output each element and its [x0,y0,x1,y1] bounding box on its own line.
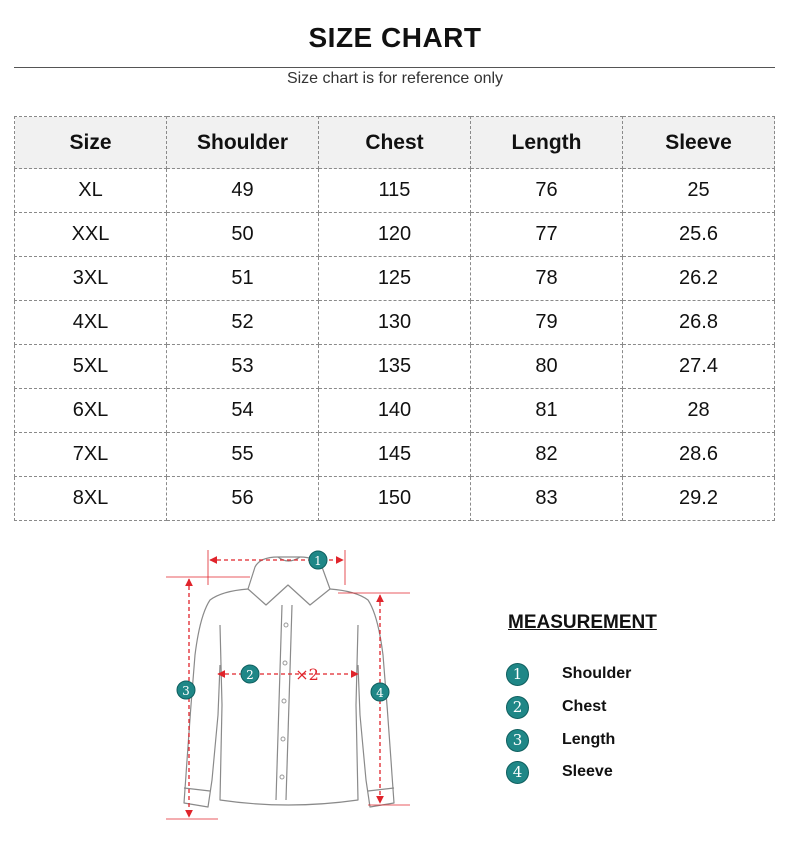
cell-chest: 125 [319,257,471,301]
legend-item-chest [506,695,606,719]
cell-chest: 140 [319,389,471,433]
cell-size: 3XL [15,257,167,301]
column-header-length: Length [471,117,623,169]
marker-2 [241,665,259,683]
cell-size: 5XL [15,345,167,389]
cell-sleeve: 28 [623,389,775,433]
cell-chest: 120 [319,213,471,257]
cell-size: 8XL [15,477,167,521]
cell-sleeve: 26.8 [623,301,775,345]
table-row [15,477,775,521]
legend-item-length [506,728,615,752]
legend-label: Length [562,731,616,748]
cell-chest: 135 [319,345,471,389]
cell-length: 79 [471,301,623,345]
column-header-shoulder: Shoulder [167,117,319,169]
cell-chest: 130 [319,301,471,345]
legend-label: Chest [562,698,607,715]
table-header-row [15,117,775,169]
page-title: SIZE CHART [308,22,482,53]
cell-chest: 150 [319,477,471,521]
cell-sleeve: 26.2 [623,257,775,301]
legend-badge: 1 [506,663,529,686]
cell-shoulder: 50 [167,213,319,257]
legend-item-sleeve [506,760,613,784]
svg-text:1: 1 [314,554,322,568]
table-row [15,257,775,301]
cell-chest: 115 [319,169,471,213]
cell-chest: 145 [319,433,471,477]
cell-length: 81 [471,389,623,433]
cell-shoulder: 53 [167,345,319,389]
legend-label: Shoulder [562,665,632,682]
measurement-lines [166,550,410,819]
cell-shoulder: 51 [167,257,319,301]
cell-length: 83 [471,477,623,521]
cell-length: 78 [471,257,623,301]
column-header-chest: Chest [319,117,471,169]
size-chart-table [14,116,775,521]
cell-shoulder: 54 [167,389,319,433]
cell-length: 76 [471,169,623,213]
cell-length: 82 [471,433,623,477]
column-header-size: Size [15,117,167,169]
legend-item-shoulder [506,662,631,686]
legend-label: Sleeve [562,763,613,780]
cell-shoulder: 55 [167,433,319,477]
shirt-outline [184,557,394,807]
table-row [15,345,775,389]
cell-length: 80 [471,345,623,389]
cell-sleeve: 25 [623,169,775,213]
title-divider [14,67,775,68]
legend-badge: 2 [506,696,529,719]
svg-text:3: 3 [182,684,190,698]
legend-badge: 3 [506,729,529,752]
marker-4 [371,683,389,701]
cell-sleeve: 25.6 [623,213,775,257]
chest-multiplier: ×2 [295,665,319,684]
table-row [15,169,775,213]
marker-3 [177,681,195,699]
cell-size: XL [15,169,167,213]
cell-shoulder: 56 [167,477,319,521]
table-row [15,433,775,477]
cell-size: 7XL [15,433,167,477]
cell-sleeve: 27.4 [623,345,775,389]
table-row [15,301,775,345]
cell-size: 6XL [15,389,167,433]
marker-1 [309,551,327,569]
table-row [15,389,775,433]
measurement-title: MEASUREMENT [508,612,657,633]
cell-sleeve: 28.6 [623,433,775,477]
svg-text:2: 2 [246,668,254,682]
svg-text:4: 4 [376,686,384,700]
cell-size: XXL [15,213,167,257]
table-row [15,213,775,257]
shirt-measurement-diagram [160,545,420,835]
legend-badge: 4 [506,761,529,784]
cell-size: 4XL [15,301,167,345]
column-header-sleeve: Sleeve [623,117,775,169]
cell-shoulder: 49 [167,169,319,213]
cell-shoulder: 52 [167,301,319,345]
cell-length: 77 [471,213,623,257]
page-subtitle: Size chart is for reference only [286,70,504,87]
cell-sleeve: 29.2 [623,477,775,521]
